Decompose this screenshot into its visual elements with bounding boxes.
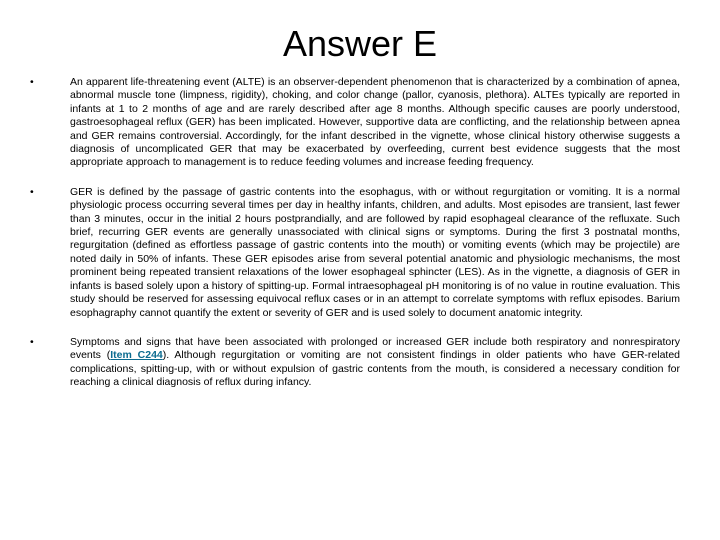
bullet-marker: • xyxy=(30,76,34,88)
bullet-item-2 xyxy=(30,186,680,320)
bullet-text-ger-definition: GER is defined by the passage of gastric contents into the esophagus, with or without regurgitation or vomiting. It is a normal physiologic process occurring several times per day in healthy infants, children, and adults. Most episodes are transient, last fewer than 3 minutes, occur in the initial 2 hours postprandially, and are followed by rapid esophageal clearance of the refluxate. Such brief, recurring GER events are generally unassociated with clinical signs or symptoms. During the first 3 postnatal months, regurgitation (defined as effortless passage of gastric contents into the mouth) or vomiting events (which may be projectile) are noted daily in 50% of infants. These GER episodes arise from several potential anatomic and physiologic mechanisms, the most prominent being repeated transient relaxations of the lower esophageal sphincter (LES). As in the vignette, a diagnosis of GER in infants is based solely upon a history of spitting-up. Formal intraesophageal pH monitoring is of no value in routine evaluation. This study should be reserved for assessing equivocal reflux cases or in an attempt to correlate symptoms with reflux episodes. Barium esophagraphy cannot quantify the extent or severity of GER and is used solely to document anatomic integrity. xyxy=(70,185,680,319)
bullet-marker: • xyxy=(30,185,34,198)
bullet-item-3 xyxy=(30,336,680,390)
bullet-list xyxy=(30,76,680,390)
bullet-text-symptoms xyxy=(70,336,680,390)
bullet-text-part: Symptoms and signs that have been associated with prolonged or increased GER include both respiratory and nonrespiratory events ( xyxy=(70,335,680,362)
bullet-text-alte: An apparent life-threatening event (ALTE) is an observer-dependent phenomenon that is characterized by a combination of apnea, abnormal muscle tone (limpness, rigidity), choking, and color change (pallor, cyanosis, plethora). ALTEs typically are reported in infants at 1 to 2 months of age and are rarely described after age 8 months. Although specific causes are poorly understood, gastroesophageal reflux (GER) has been implicated. However, supportive data are conflicting, and the relationship between apnea and GER remains controversial. Accordingly, for the infant described in the vignette, whose clinical history otherwise suggests a diagnosis of uncomplicated GER that may be exacerbated by overfeeding, current best evidence suggests that the most appropriate approach to management is to reduce feeding volumes and increase feeding frequency. xyxy=(70,76,680,169)
bullet-marker: • xyxy=(30,335,34,348)
bullet-text-part: ). Although regurgitation or vomiting are not consistent findings in older patients who have GER-related complications, spitting-up, with or without expulsion of gastric contents from the mouth, is considered a necessary condition for reaching a clinical diagnosis of reflux during infancy. xyxy=(70,349,681,389)
item-c244-link[interactable]: Item C244 xyxy=(110,349,163,362)
bullet-item-1 xyxy=(30,76,680,170)
slide-title: Answer E xyxy=(282,23,438,64)
